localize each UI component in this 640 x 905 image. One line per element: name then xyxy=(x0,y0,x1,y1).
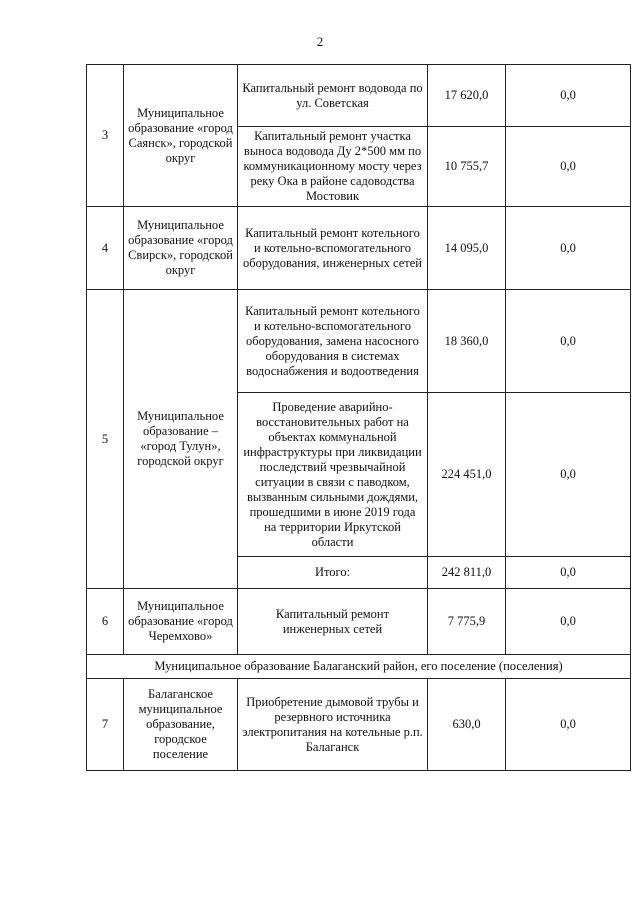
value2-cell: 0,0 xyxy=(506,393,631,557)
row-number: 7 xyxy=(87,679,124,771)
value2-cell: 0,0 xyxy=(506,290,631,393)
work-cell: Приобретение дымовой трубы и резервного источника электропитания на котельные р.п. Балаганск xyxy=(238,679,428,771)
amount-cell: 18 360,0 xyxy=(428,290,506,393)
total-amount: 242 811,0 xyxy=(428,557,506,589)
amount-cell: 224 451,0 xyxy=(428,393,506,557)
section-row xyxy=(87,655,631,679)
work-cell: Капитальный ремонт инженерных сетей xyxy=(238,589,428,655)
amount-cell: 17 620,0 xyxy=(428,65,506,127)
work-cell: Проведение аварийно-восстановительных работ на объектах коммунальной инфраструктуры при ликвидации последствий чрезвычайной ситуации в связи с паводком, вызванным сильными дождями, прошедшими в июне 2019 года на территории Иркутской области xyxy=(238,393,428,557)
municipality-cell: Муниципальное образование «город Черемхово» xyxy=(124,589,238,655)
value2-cell: 0,0 xyxy=(506,207,631,290)
work-cell: Капитальный ремонт котельного и котельно-вспомогательного оборудования, замена насосного оборудования в системах водоснабжения и водоотведения xyxy=(238,290,428,393)
amount-cell: 10 755,7 xyxy=(428,127,506,207)
table-row xyxy=(87,589,631,655)
value2-cell: 0,0 xyxy=(506,65,631,127)
value2-cell: 0,0 xyxy=(506,589,631,655)
table-row xyxy=(87,207,631,290)
table-row xyxy=(87,65,631,127)
municipality-cell: Муниципальное образование «город Саянск», городской округ xyxy=(124,65,238,207)
municipality-cell: Муниципальное образование «город Свирск», городской округ xyxy=(124,207,238,290)
work-cell: Капитальный ремонт водовода по ул. Советская xyxy=(238,65,428,127)
amount-cell: 14 095,0 xyxy=(428,207,506,290)
table-row xyxy=(87,679,631,771)
work-cell: Капитальный ремонт участка выноса водовода Ду 2*500 мм по коммуникационному мосту через реку Ока в районе садоводства Мостовик xyxy=(238,127,428,207)
municipality-cell: Муниципальное образование – «город Тулун», городской округ xyxy=(124,290,238,589)
funding-table xyxy=(86,64,631,771)
row-number: 3 xyxy=(87,65,124,207)
total-label: Итого: xyxy=(238,557,428,589)
amount-cell: 7 775,9 xyxy=(428,589,506,655)
row-number: 5 xyxy=(87,290,124,589)
total-value2: 0,0 xyxy=(506,557,631,589)
row-number: 6 xyxy=(87,589,124,655)
row-number: 4 xyxy=(87,207,124,290)
page-number: 2 xyxy=(316,34,324,49)
amount-cell: 630,0 xyxy=(428,679,506,771)
municipality-cell: Балаганское муниципальное образование, городское поселение xyxy=(124,679,238,771)
table-row xyxy=(87,290,631,393)
value2-cell: 0,0 xyxy=(506,127,631,207)
section-header: Муниципальное образование Балаганский район, его поселение (поселения) xyxy=(87,655,631,679)
value2-cell: 0,0 xyxy=(506,679,631,771)
work-cell: Капитальный ремонт котельного и котельно-вспомогательного оборудования, инженерных сетей xyxy=(238,207,428,290)
